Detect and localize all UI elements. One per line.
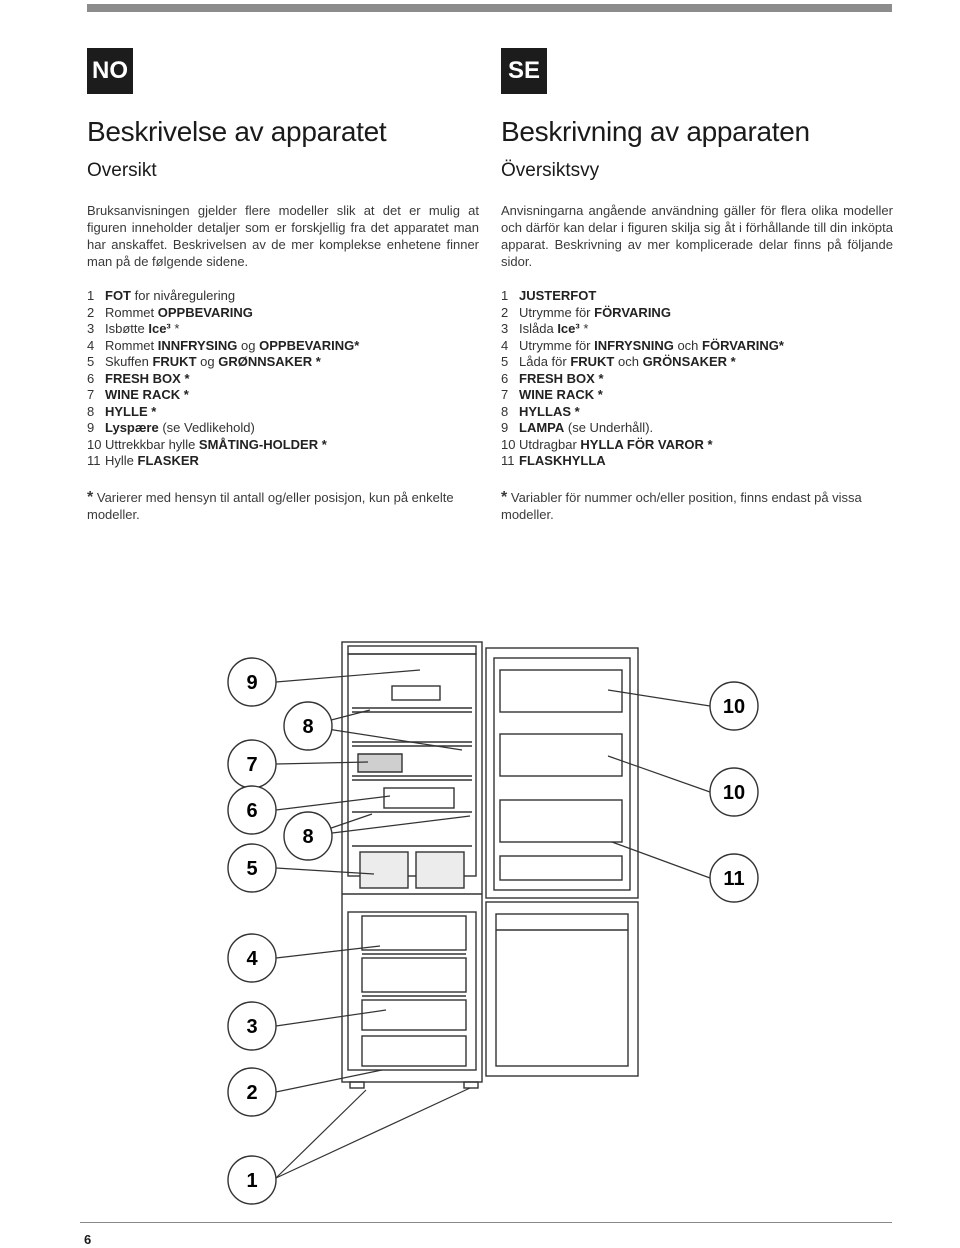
intro-se: Anvisningarna angående användning gäller för flera olika modeller och därför kan delar i figuren skilja sig åt i förhållande till din inköpta apparat. Beskrivning av mer komplicerade delar finns på följande sidor. [501,203,893,269]
callout-6 [228,786,276,834]
item-number: 3 [501,321,509,336]
item-body [519,321,588,338]
item-number: 8 [87,403,95,419]
callout-label: 10 [722,782,746,804]
subtitle-no: Oversikt [87,160,157,181]
item-text: FRESH BOX * [519,370,604,386]
item-text: Hylle [105,453,138,468]
item-number: 9 [87,420,95,435]
intro-no: Bruksanvisningen gjelder flere modeller slik at det er mulig at figuren inneholder detaljer som er forskjellig fra det apparatet man har anskaffet. Beskrivelsen av de mer komplekse enhetene finner man på de følgende sidene. [87,203,479,269]
fridge-door [486,648,638,898]
item-text: OPPBEVARING [157,304,253,320]
item-text: INFRYSNING [594,337,674,353]
item-text: Rommet [105,304,158,320]
item-text: for nivåregulering [131,288,236,303]
note-text-se: Variabler för nummer och/eller position, finns endast på vissa modeller. [501,489,862,522]
item-text: FLASKHYLLA [519,453,606,468]
list-item [501,338,893,355]
item-number: 7 [501,387,509,402]
item-text: FOT [105,288,131,303]
item-number: 10 [501,436,516,452]
title-se: Beskrivning av apparaten [501,116,810,147]
list-item [87,288,479,305]
list-item [87,338,479,355]
item-text: GRÖNSAKER * [642,354,736,369]
item-body [105,305,253,322]
item-body [105,453,199,470]
item-text: FRESH BOX * [105,370,190,386]
callout-label: 1 [246,1170,258,1192]
callout-8b [284,812,332,860]
header-bar [87,4,892,12]
item-text: och [614,354,643,369]
item-text: WINE RACK * [519,387,603,402]
callout-label: 8 [302,716,314,738]
item-number: 4 [87,337,95,353]
item-text: Rommet [105,337,158,353]
item-text: (se Underhåll). [564,420,654,435]
item-body [519,354,736,371]
item-number: 11 [87,453,101,468]
item-text: FRUKT [152,354,197,369]
item-body [519,404,580,421]
item-text: HYLLE * [105,403,157,419]
item-text: Lyspære [105,420,159,435]
callout-label: 10 [722,696,746,718]
item-text: INNFRYSING [157,337,238,353]
item-body [105,404,156,421]
item-body [105,387,189,404]
item-text: Utrymme för [519,304,595,320]
callout-label: 11 [723,868,745,890]
list-item [87,437,479,454]
item-text: GRØNNSAKER * [218,354,321,369]
item-text: * [170,321,180,336]
item-number: 5 [87,354,95,369]
callout-4 [228,934,276,982]
item-number: 11 [501,453,515,468]
item-number: 2 [87,304,95,320]
title-no: Beskrivelse av apparatet [87,116,387,147]
item-number: 4 [501,337,509,353]
callout-label: 3 [246,1016,258,1038]
list-item [87,387,479,404]
item-text: * [579,321,589,336]
item-text: FÖRVARING [594,304,671,320]
item-text: Utrymme för [519,337,595,353]
callout-label: 8 [302,826,314,848]
parts-list-no [87,288,479,470]
item-text: SMÅTING-HOLDER * [198,436,327,452]
callout-7 [228,740,276,788]
item-body [519,437,713,454]
item-number: 8 [501,403,509,419]
item-text: Isbøtte [105,321,149,336]
list-item [501,404,893,421]
note-se [501,489,893,523]
item-body [105,338,359,355]
item-text: Ice³ [148,321,171,336]
list-item [87,404,479,421]
item-number: 5 [501,354,509,369]
item-body [519,338,784,355]
callout-8a [284,702,332,750]
callout-label: 2 [246,1082,258,1104]
callout-10a [710,682,758,730]
item-body [105,321,179,338]
item-body [519,453,606,470]
item-text: LAMPA [519,420,565,435]
callout-1 [228,1156,276,1204]
item-number: 9 [501,420,509,435]
callout-label: 7 [246,754,258,776]
item-text: HYLLAS * [519,403,580,419]
item-number: 3 [87,321,95,336]
item-text: Utdragbar [519,436,581,452]
footer-rule [80,1222,892,1223]
column-swedish [501,114,893,523]
item-body [519,305,671,322]
list-item [501,387,893,404]
item-text: Islåda [519,321,558,336]
item-body [105,420,255,437]
list-item [87,453,479,470]
asterisk: * [501,488,508,506]
item-text: FRUKT [570,354,615,369]
item-number: 1 [501,288,509,303]
callout-label: 4 [246,948,258,970]
callout-label: 6 [246,800,258,822]
list-item [501,371,893,388]
list-item [87,371,479,388]
list-item [501,453,893,470]
item-text: och [673,337,703,353]
item-body [105,354,321,371]
item-text: HYLLA FÖR VAROR * [580,436,713,452]
item-text: WINE RACK * [105,387,189,402]
item-body [519,288,596,305]
callout-3 [228,1002,276,1050]
callout-2 [228,1068,276,1116]
item-text: og [237,337,260,353]
list-item [501,420,893,437]
item-body [519,420,653,437]
callout-11 [710,854,758,902]
page-number: 6 [84,1232,92,1247]
callout-5 [228,844,276,892]
list-item [501,305,893,322]
item-number: 10 [87,436,102,452]
subtitle-se: Översiktsvy [501,160,600,181]
list-item [87,305,479,322]
callout-10b [710,768,758,816]
item-body [519,371,604,388]
freezer-door [486,902,638,1076]
list-item [501,288,893,305]
item-text: og [196,354,219,369]
refrigerator-diagram [200,630,760,1220]
note-text-no: Varierer med hensyn til antall og/eller posisjon, kun på enkelte modeller. [87,489,454,522]
list-item [87,321,479,338]
item-number: 2 [501,304,509,320]
item-text: JUSTERFOT [519,288,597,303]
callout-label: 5 [246,858,258,880]
item-body [519,387,603,404]
list-item [501,321,893,338]
item-text: Uttrekkbar hylle [105,436,199,452]
item-text: FLASKER [137,453,199,468]
callout-label: 9 [246,672,258,694]
item-body [105,437,327,454]
list-item [87,354,479,371]
item-text: FÖRVARING* [702,337,784,353]
item-number: 7 [87,387,95,402]
item-text: Skuffen [105,354,153,369]
list-item [501,437,893,454]
parts-list-se [501,288,893,470]
freezer-compartment [348,912,476,1070]
item-text: (se Vedlikehold) [158,420,255,435]
language-badge-se: SE [501,48,547,94]
item-body [105,288,235,305]
item-text: Låda för [519,354,571,369]
list-item [501,354,893,371]
asterisk: * [87,488,94,506]
item-body [105,371,190,388]
item-text: Ice³ [557,321,580,336]
item-number: 6 [501,370,509,386]
item-number: 6 [87,370,95,386]
column-norwegian [87,114,479,523]
language-badge-no: NO [87,48,133,94]
item-text: OPPBEVARING* [259,337,360,353]
note-no [87,489,479,523]
callout-9 [228,658,276,706]
item-number: 1 [87,288,95,303]
list-item [87,420,479,437]
